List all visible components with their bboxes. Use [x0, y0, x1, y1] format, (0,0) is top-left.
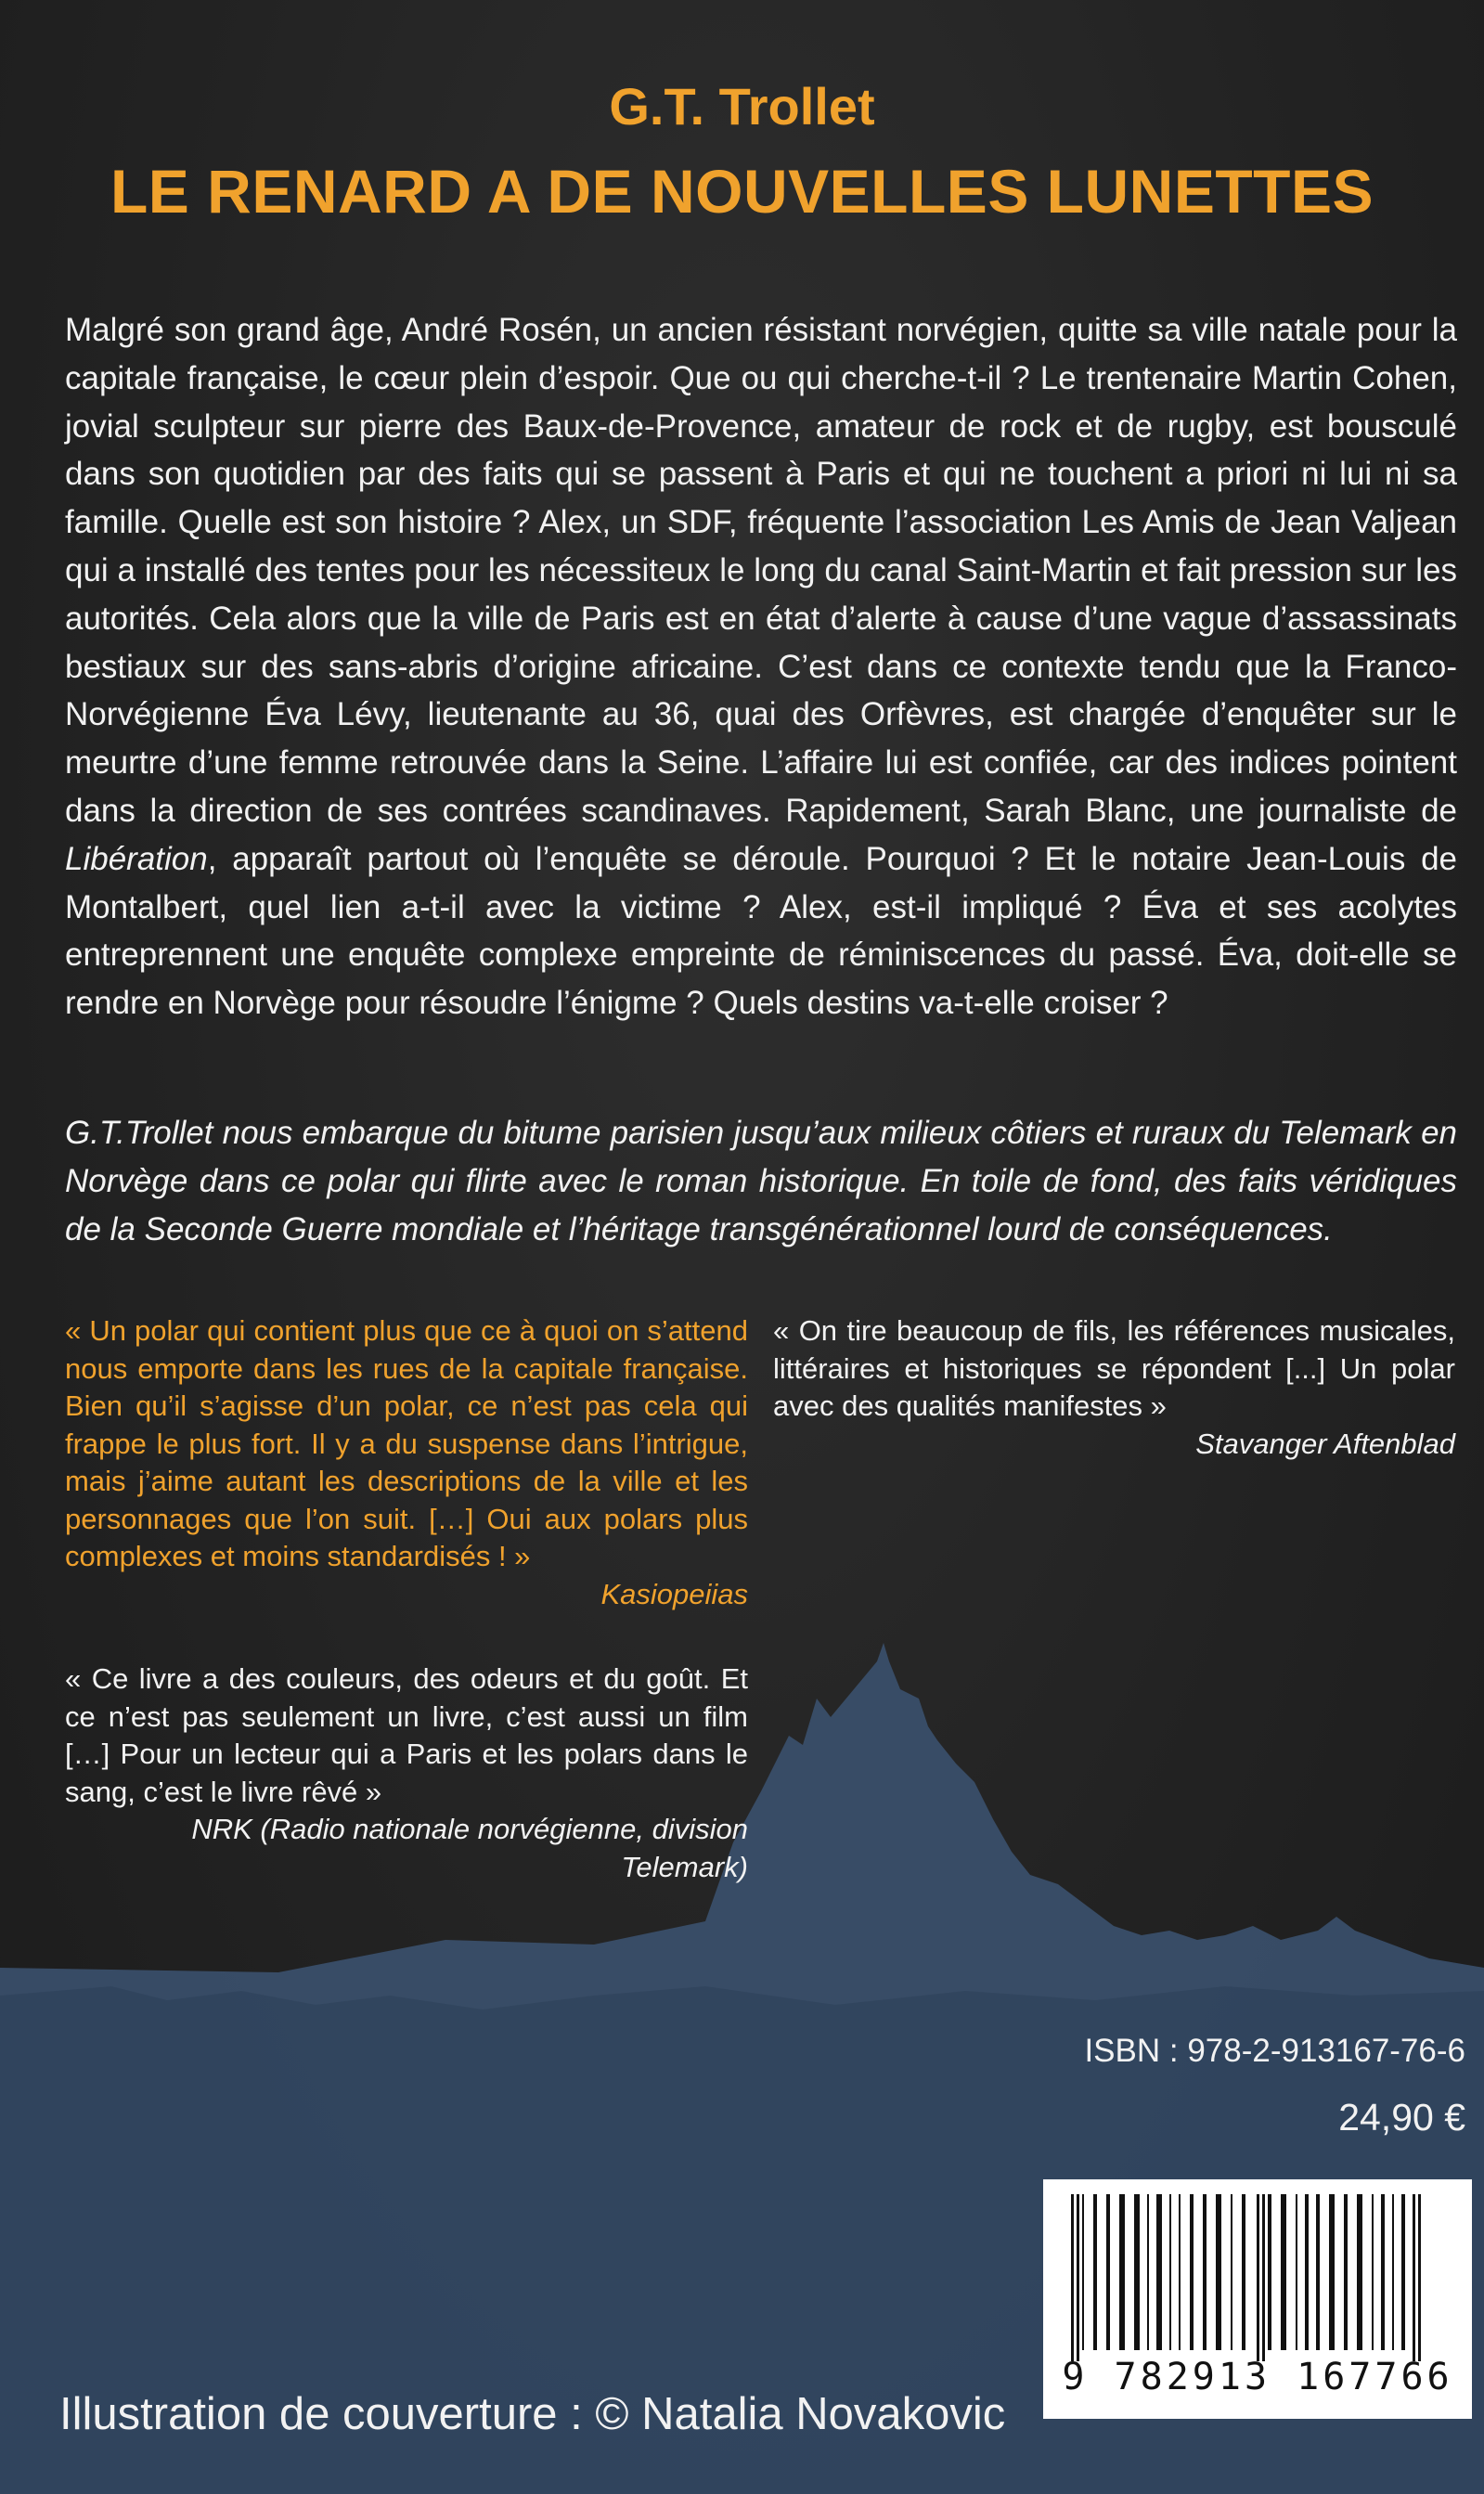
barcode-bar: [1344, 2194, 1348, 2350]
barcode-bar: [1316, 2194, 1320, 2350]
barcode-bar: [1216, 2194, 1221, 2350]
quote-text: « On tire beaucoup de fils, les références musicales, littéraires et historiques se répondent [...] Un polar avec des qualités manifestes »: [773, 1314, 1455, 1422]
barcode-bar: [1106, 2194, 1110, 2350]
quote-source: NRK (Radio nationale norvégienne, division Telemark): [191, 1813, 748, 1883]
illustration-credit: Illustration de couverture : © Natalia Novakovic: [59, 2389, 1006, 2439]
price: 24,90 €: [1338, 2096, 1465, 2139]
quote-source: Stavanger Aftenblad: [1195, 1427, 1455, 1460]
synopsis-part-1: Malgré son grand âge, André Rosén, un ancien résistant norvégien, quitte sa ville natale pour la capitale française, le cœur plein d’espoir. Que ou qui cherche-t-il ? Le trentenaire Martin Cohen, jovial sculpteur sur pierre des Baux-de-Provence, amateur de rock et de rugby, est bousculé dans son quotidien par des faits qui se passent à Paris et qui ne touchent a priori ni lui ni sa famille. Quelle est son histoire ? Alex, un SDF, fréquente l’association Les Amis de Jean Valjean qui a installé des tentes pour les nécessiteux le long du canal Saint-Martin et fait pression sur les autorités. Cela alors que la ville de Paris est en état d’alerte à cause d’une vague d’assassinats bestiaux sur des sans-abris d’origine africaine. C’est dans ce contexte tendu que la Franco-Norvégienne Éva Lévy, lieutenante au 36, quai des Orfèvres, est chargée d’enquêter sur le meurtre d’une femme retrouvée dans la Seine. L’affaire lui est confiée, car des indices pointent dans la direction de ses contrées scandinaves. Rapidement, Sarah Blanc, une journaliste de: [65, 312, 1457, 829]
barcode-bar: [1190, 2194, 1194, 2350]
barcode-bar: [1305, 2194, 1309, 2350]
barcode-bar: [1392, 2194, 1394, 2350]
synopsis: [65, 306, 1457, 1027]
author-name: G.T. Trollet: [609, 77, 875, 136]
barcode-bar: [1156, 2194, 1162, 2350]
book-title: LE RENARD A DE NOUVELLES LUNETTES: [110, 157, 1374, 226]
barcode-bar: [1231, 2194, 1232, 2350]
barcode-bar: [1413, 2194, 1415, 2361]
newspaper-name: Libération: [65, 840, 208, 877]
barcode-bar: [1179, 2194, 1181, 2350]
barcode-bar: [1257, 2194, 1259, 2361]
barcode-bar: [1169, 2194, 1171, 2350]
barcode-digits: 9 782913 167766: [1062, 2356, 1453, 2398]
barcode-bar: [1381, 2194, 1385, 2350]
review-quote: [65, 1312, 748, 1613]
review-quote: [773, 1312, 1455, 1463]
barcode-bar: [1082, 2194, 1084, 2350]
barcode-bar: [1203, 2194, 1207, 2350]
barcode-bar: [1372, 2194, 1374, 2350]
barcode: [1043, 2179, 1472, 2419]
barcode-bar: [1357, 2194, 1362, 2350]
review-quote: [65, 1661, 748, 1886]
barcode-bar: [1147, 2194, 1149, 2350]
quote-text: « Un polar qui contient plus que ce à quoi on s’attend nous emporte dans les rues de la capitale française. Bien qu’il s’agisse d’un polar, ce n’est pas cela qui frappe le plus fort. Il y a du suspense dans l’intrigue, mais j’aime autant les descriptions de la ville et les personnages que l’on suit. […] Oui aux polars plus complexes et moins standardisés ! »: [65, 1314, 748, 1572]
pitch-paragraph: G.T.Trollet nous embarque du bitume parisien jusqu’aux milieux côtiers et ruraux du Telemark en Norvège dans ce polar qui flirte avec le roman historique. En toile de fond, des faits véridiques de la Seconde Guerre mondiale et l’héritage transgénérationnel lourd de conséquences.: [65, 1115, 1457, 1247]
barcode-bar: [1242, 2194, 1245, 2350]
synopsis-part-2: , apparaît partout où l’enquête se déroule. Pourquoi ? Et le notaire Jean-Louis de Montalbert, quel lien a-t-il avec la victime ? Alex, est-il impliqué ? Éva et ses acolytes entreprennent une enquête complexe empreinte de réminiscences du passé. Éva, doit-elle se rendre en Norvège pour résoudre l’énigme ? Quels destins va-t-elle croiser ?: [65, 840, 1457, 1022]
quote-source: Kasiopeiias: [600, 1577, 748, 1610]
barcode-bar: [1329, 2194, 1335, 2350]
barcode-bar: [1296, 2194, 1297, 2350]
barcode-bar: [1134, 2194, 1140, 2350]
barcode-bar: [1077, 2194, 1079, 2361]
barcode-bar: [1418, 2194, 1421, 2361]
quote-text: « Ce livre a des couleurs, des odeurs et du goût. Et ce n’est pas seulement un livre, c’est aussi un film […] Pour un lecteur qui a Paris et les polars dans le sang, c’est le livre rêvé »: [65, 1662, 748, 1808]
barcode-bar: [1093, 2194, 1097, 2350]
barcode-bar: [1262, 2194, 1265, 2361]
barcode-bar: [1268, 2194, 1271, 2350]
isbn: ISBN : 978-2-913167-76-6: [1084, 2033, 1465, 2069]
barcode-bar: [1119, 2194, 1125, 2350]
barcode-bar: [1401, 2194, 1405, 2350]
barcode-bar: [1071, 2194, 1074, 2361]
barcode-bar: [1281, 2194, 1286, 2350]
